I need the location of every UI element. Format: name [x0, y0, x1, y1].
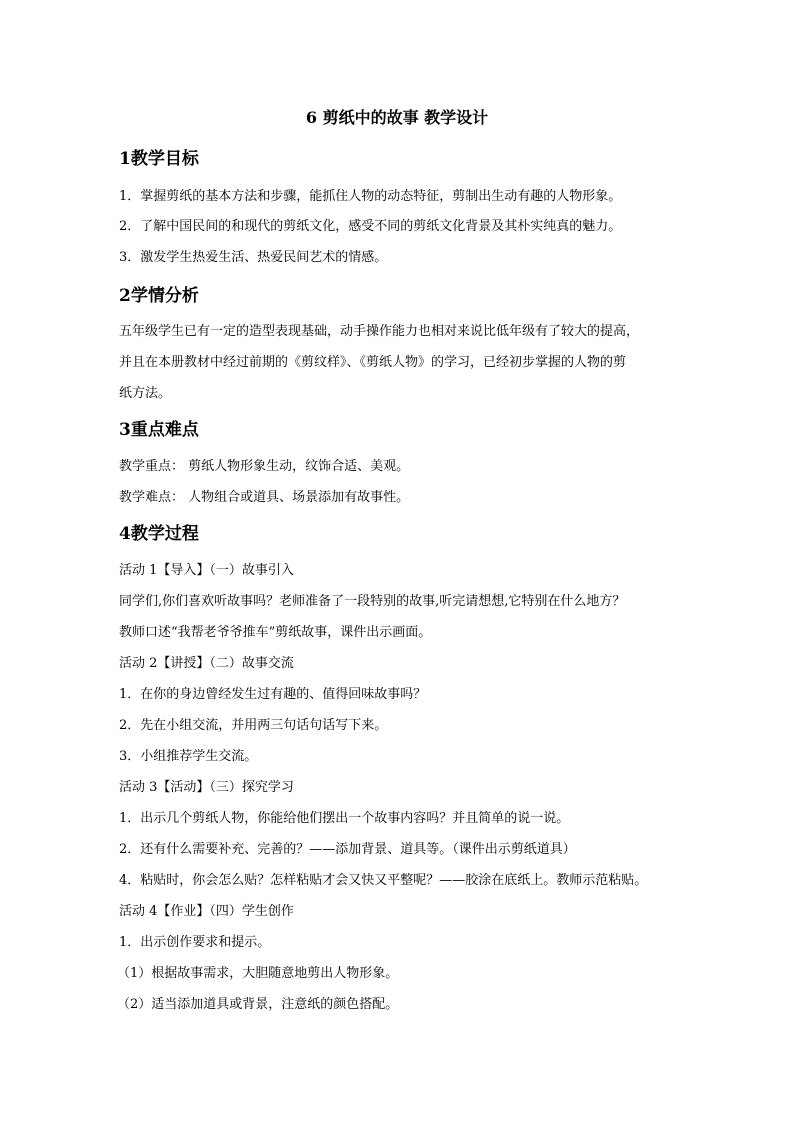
section-heading-objectives: 1教学目标	[119, 149, 199, 169]
process-line-1: 活动 1【导入】（一）故事引入	[119, 563, 294, 578]
process-line-11: 4．粘贴时，你会怎么贴？怎样粘贴才会又快又平整呢？——胶涂在底纸上。教师示范粘贴。	[119, 873, 648, 888]
keypoint-line-1: 教学重点： 剪纸人物形象生动，纹饰合适、美观。	[119, 459, 410, 474]
objective-line-1: 1．掌握剪纸的基本方法和步骤，能抓住人物的动态特征，剪制出生动有趣的人物形象。	[119, 189, 622, 204]
objective-line-2: 2．了解中国民间的和现代的剪纸文化，感受不同的剪纸文化背景及其朴实纯真的魅力。	[119, 219, 622, 234]
process-line-2: 同学们,你们喜欢听故事吗？老师准备了一段特别的故事,听完请想想,它特别在什么地方？	[119, 594, 626, 609]
document-title: 6 剪纸中的故事 教学设计	[305, 108, 489, 127]
analysis-line-2: 并且在本册教材中经过前期的《剪纹样》、《剪纸人物》的学习，已经初步掌握的人物的剪	[119, 355, 627, 370]
analysis-line-3: 纸方法。	[119, 386, 172, 401]
section-heading-keypoints: 3重点难点	[119, 420, 199, 440]
process-line-10: 2．还有什么需要补充、完善的？——添加背景、道具等。（课件出示剪纸道具）	[119, 842, 576, 857]
process-line-7: 3．小组推荐学生交流。	[119, 749, 258, 764]
process-line-15: （2）适当添加道具或背景，注意纸的颜色搭配。	[117, 997, 399, 1012]
process-line-14: （1）根据故事需求，大胆随意地剪出人物形象。	[117, 966, 399, 981]
process-line-3: 教师口述“我帮老爷爷推车”剪纸故事，课件出示画面。	[119, 625, 432, 640]
process-line-4: 活动 2【讲授】（二）故事交流	[119, 656, 294, 671]
section-heading-analysis: 2学情分析	[119, 286, 199, 306]
process-line-12: 活动 4【作业】（四）学生创作	[119, 904, 294, 919]
section-heading-process: 4教学过程	[119, 524, 199, 544]
process-line-9: 1．出示几个剪纸人物，你能给他们摆出一个故事内容吗？并且简单的说一说。	[119, 811, 570, 826]
objective-line-3: 3．激发学生热爱生活、热爱民间艺术的情感。	[119, 250, 388, 265]
process-line-5: 1．在你的身边曾经发生过有趣的、值得回味故事吗？	[119, 687, 427, 702]
process-line-6: 2．先在小组交流，并用两三句话句话写下来。	[119, 718, 388, 733]
process-line-8: 活动 3【活动】（三）探究学习	[119, 780, 294, 795]
analysis-line-1: 五年级学生已有一定的造型表现基础，动手操作能力也相对来说比低年级有了较大的提高，	[119, 324, 640, 339]
keypoint-line-2: 教学难点： 人物组合或道具、场景添加有故事性。	[119, 490, 410, 505]
process-line-13: 1．出示创作要求和提示。	[119, 935, 271, 950]
